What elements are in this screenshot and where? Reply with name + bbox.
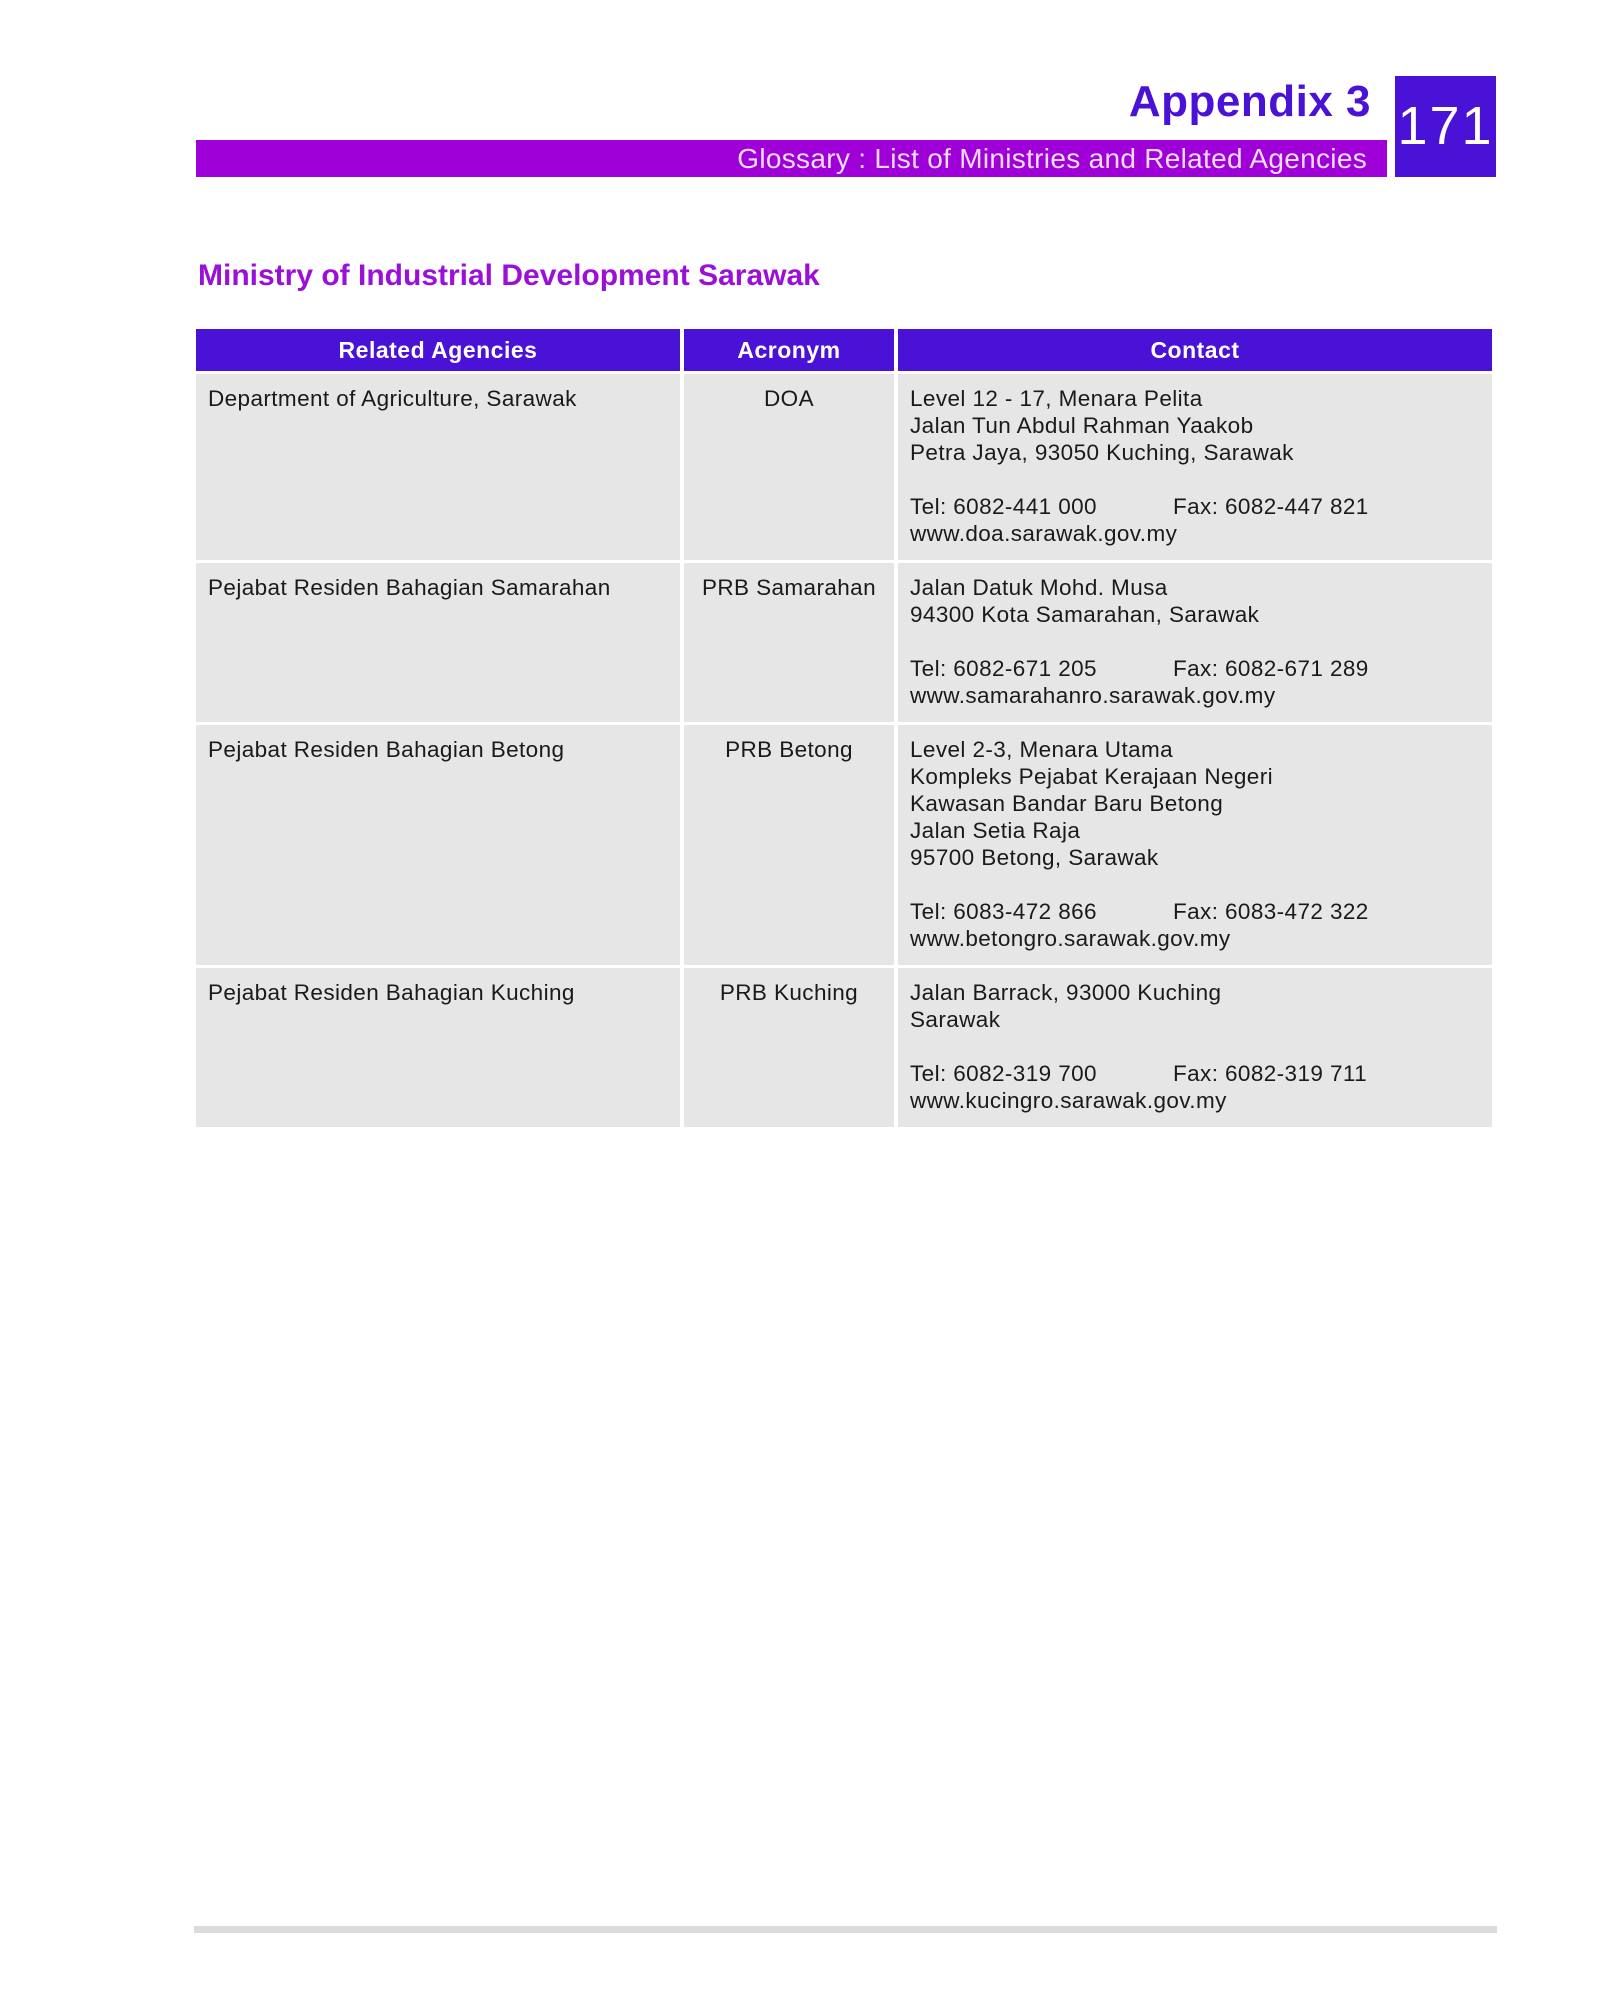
table-row bbox=[196, 968, 1492, 1127]
page-number: 171 bbox=[1397, 96, 1494, 156]
address-line: Jalan Datuk Mohd. Musa bbox=[910, 575, 1168, 600]
address-line: Jalan Tun Abdul Rahman Yaakob bbox=[910, 413, 1254, 438]
website-link[interactable]: www.samarahanro.sarawak.gov.my bbox=[910, 683, 1276, 708]
agency-acronym: DOA bbox=[684, 374, 894, 560]
telephone: Tel: 6082-319 700 bbox=[910, 1061, 1097, 1086]
agency-name: Pejabat Residen Bahagian Kuching bbox=[196, 968, 680, 1127]
agency-acronym: PRB Kuching bbox=[684, 968, 894, 1127]
address-line: Sarawak bbox=[910, 1007, 1001, 1032]
agency-contact bbox=[898, 563, 1492, 722]
agency-contact bbox=[898, 725, 1492, 965]
address-line: Kompleks Pejabat Kerajaan Negeri bbox=[910, 764, 1273, 789]
website-link[interactable]: www.doa.sarawak.gov.my bbox=[910, 521, 1178, 546]
table-row bbox=[196, 374, 1492, 560]
address-line: Level 12 - 17, Menara Pelita bbox=[910, 386, 1203, 411]
telephone: Tel: 6083-472 866 bbox=[910, 899, 1097, 924]
fax: Fax: 6082-447 821 bbox=[1173, 494, 1369, 519]
appendix-title: Appendix 3 bbox=[1128, 77, 1371, 126]
agency-contact bbox=[898, 374, 1492, 560]
page-number-box bbox=[1395, 76, 1496, 177]
fax: Fax: 6083-472 322 bbox=[1173, 899, 1369, 924]
agency-acronym: PRB Samarahan bbox=[684, 563, 894, 722]
agency-name: Pejabat Residen Bahagian Samarahan bbox=[196, 563, 680, 722]
fax: Fax: 6082-671 289 bbox=[1173, 656, 1369, 681]
address-line: Jalan Setia Raja bbox=[910, 818, 1081, 843]
address-line: Level 2-3, Menara Utama bbox=[910, 737, 1174, 762]
agency-acronym: PRB Betong bbox=[684, 725, 894, 965]
glossary-subtitle: Glossary : List of Ministries and Related Agencies bbox=[737, 143, 1367, 174]
header-band bbox=[196, 140, 1387, 177]
column-header-related-agencies: Related Agencies bbox=[196, 329, 680, 371]
agencies-table bbox=[192, 326, 1496, 1130]
telephone: Tel: 6082-671 205 bbox=[910, 656, 1097, 681]
agency-name: Department of Agriculture, Sarawak bbox=[196, 374, 680, 560]
website-link[interactable]: www.betongro.sarawak.gov.my bbox=[910, 926, 1231, 951]
address-line: 95700 Betong, Sarawak bbox=[910, 845, 1159, 870]
telephone: Tel: 6082-441 000 bbox=[910, 494, 1097, 519]
table-header-row bbox=[196, 329, 1492, 371]
address-line: Jalan Barrack, 93000 Kuching bbox=[910, 980, 1222, 1005]
address-line: Kawasan Bandar Baru Betong bbox=[910, 791, 1224, 816]
ministry-heading: Ministry of Industrial Development Sarawak bbox=[198, 259, 820, 292]
agency-name: Pejabat Residen Bahagian Betong bbox=[196, 725, 680, 965]
fax: Fax: 6082-319 711 bbox=[1173, 1061, 1368, 1086]
table-row bbox=[196, 563, 1492, 722]
column-header-acronym: Acronym bbox=[684, 329, 894, 371]
agency-contact bbox=[898, 968, 1492, 1127]
address-line: Petra Jaya, 93050 Kuching, Sarawak bbox=[910, 440, 1294, 465]
table-row bbox=[196, 725, 1492, 965]
website-link[interactable]: www.kucingro.sarawak.gov.my bbox=[910, 1088, 1227, 1113]
footer-rule bbox=[194, 1926, 1497, 1933]
address-line: 94300 Kota Samarahan, Sarawak bbox=[910, 602, 1260, 627]
column-header-contact: Contact bbox=[898, 329, 1492, 371]
